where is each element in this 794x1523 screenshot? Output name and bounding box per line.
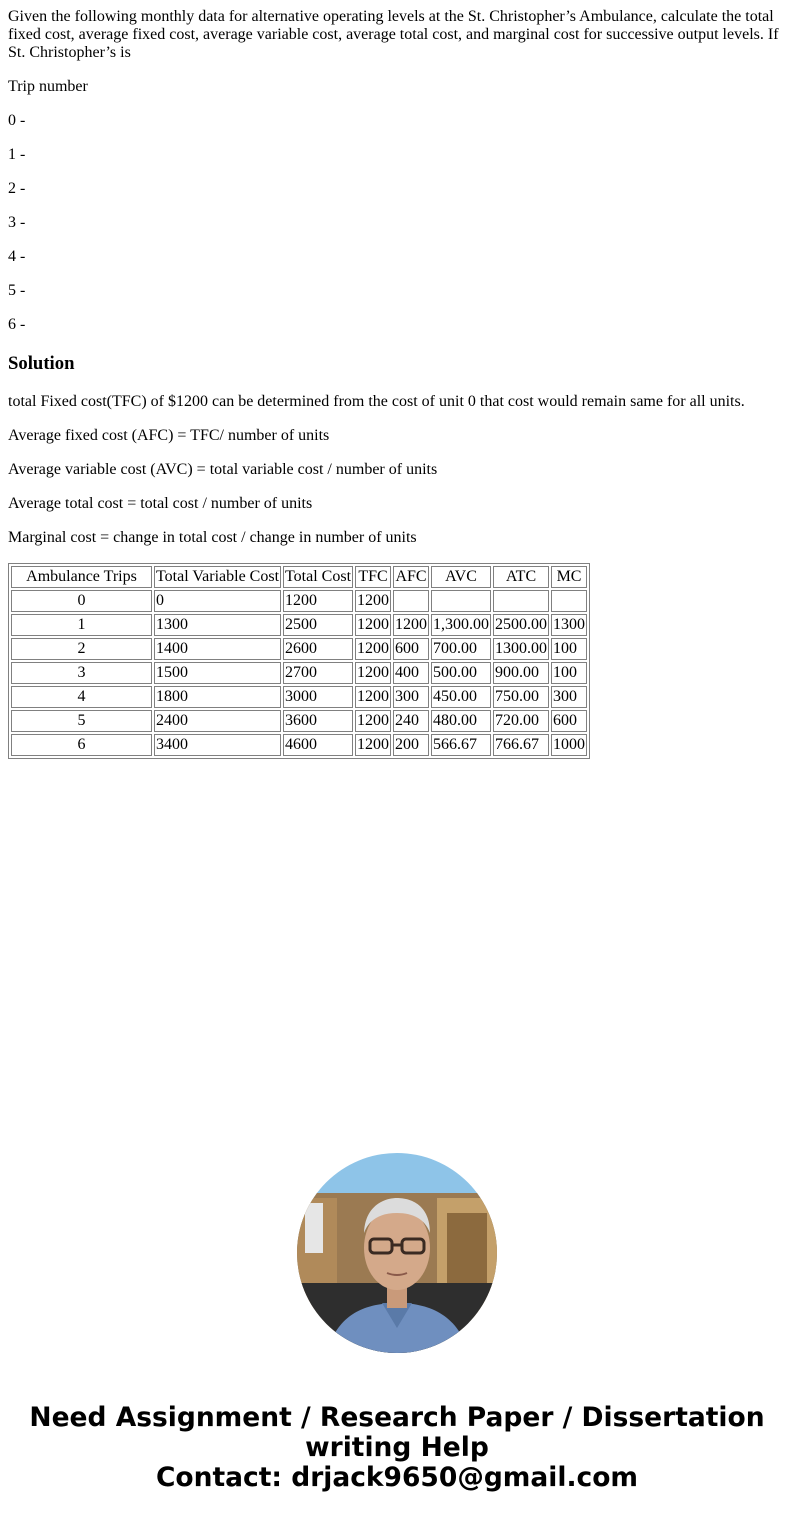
table-cell: 600 xyxy=(551,710,587,732)
table-cell: 2500.00 xyxy=(493,614,549,636)
promo-line-1: Need Assignment / Research Paper / Dissertation xyxy=(29,1402,765,1433)
table-cell: 2700 xyxy=(283,662,353,684)
table-cell: 1,300.00 xyxy=(431,614,491,636)
trip-item: 6 - xyxy=(8,316,26,333)
table-header-cell: MC xyxy=(551,566,587,588)
table-header-cell: Ambulance Trips xyxy=(11,566,152,588)
table-cell: 1200 xyxy=(355,710,391,732)
table-cell: 900.00 xyxy=(493,662,549,684)
trip-item: 0 - xyxy=(8,112,26,129)
table-row xyxy=(11,710,587,732)
table-cell xyxy=(393,590,429,612)
table-cell: 1200 xyxy=(355,662,391,684)
table-cell xyxy=(493,590,549,612)
table-row xyxy=(11,638,587,660)
table-cell: 3600 xyxy=(283,710,353,732)
mc-formula: Marginal cost = change in total cost / change in number of units xyxy=(8,529,417,546)
table-cell: 1300 xyxy=(154,614,281,636)
table-cell: 0 xyxy=(154,590,281,612)
table-cell: 1000 xyxy=(551,734,587,756)
table-cell: 400 xyxy=(393,662,429,684)
table-cell: 500.00 xyxy=(431,662,491,684)
table-cell: 240 xyxy=(393,710,429,732)
table-cell: 2600 xyxy=(283,638,353,660)
author-avatar xyxy=(297,1153,497,1353)
table-cell: 566.67 xyxy=(431,734,491,756)
table-cell: 6 xyxy=(11,734,152,756)
table-cell: 450.00 xyxy=(431,686,491,708)
table-header-cell: ATC xyxy=(493,566,549,588)
document-body xyxy=(8,0,786,753)
table-cell: 750.00 xyxy=(493,686,549,708)
promo-banner xyxy=(0,1403,794,1493)
table-cell: 1300 xyxy=(551,614,587,636)
table-cell: 1200 xyxy=(355,734,391,756)
table-cell: 1200 xyxy=(393,614,429,636)
table-cell xyxy=(431,590,491,612)
promo-line-2: writing Help xyxy=(305,1432,489,1463)
table-cell: 1400 xyxy=(154,638,281,660)
table-cell: 600 xyxy=(393,638,429,660)
table-cell: 2500 xyxy=(283,614,353,636)
table-cell: 100 xyxy=(551,638,587,660)
table-header-cell: AVC xyxy=(431,566,491,588)
avc-formula: Average variable cost (AVC) = total variable cost / number of units xyxy=(8,461,438,478)
table-cell: 4 xyxy=(11,686,152,708)
table-cell: 100 xyxy=(551,662,587,684)
table-cell: 3000 xyxy=(283,686,353,708)
table-cell: 1800 xyxy=(154,686,281,708)
trip-item: 1 - xyxy=(8,146,26,163)
table-row xyxy=(11,614,587,636)
table-cell: 3400 xyxy=(154,734,281,756)
trip-item: 5 - xyxy=(8,282,26,299)
table-cell: 0 xyxy=(11,590,152,612)
table-header-row xyxy=(11,566,587,588)
table-cell: 4600 xyxy=(283,734,353,756)
table-cell: 720.00 xyxy=(493,710,549,732)
table-header-cell: AFC xyxy=(393,566,429,588)
table-cell: 1200 xyxy=(283,590,353,612)
table-row xyxy=(11,686,587,708)
table-cell: 2400 xyxy=(154,710,281,732)
afc-formula: Average fixed cost (AFC) = TFC/ number of units xyxy=(8,427,330,444)
table-header-cell: TFC xyxy=(355,566,391,588)
solution-heading: Solution xyxy=(8,353,75,374)
trip-item: 3 - xyxy=(8,214,26,231)
table-cell: 480.00 xyxy=(431,710,491,732)
table-row xyxy=(11,734,587,756)
table-cell: 3 xyxy=(11,662,152,684)
table-cell: 1300.00 xyxy=(493,638,549,660)
table-cell: 1200 xyxy=(355,614,391,636)
promo-contact: Contact: drjack9650@gmail.com xyxy=(155,1462,639,1493)
author-portrait-icon xyxy=(297,1153,497,1353)
table-cell: 2 xyxy=(11,638,152,660)
table-cell: 1200 xyxy=(355,686,391,708)
table-cell: 1200 xyxy=(355,638,391,660)
table-cell: 5 xyxy=(11,710,152,732)
table-cell: 200 xyxy=(393,734,429,756)
table-cell: 700.00 xyxy=(431,638,491,660)
trip-item: 4 - xyxy=(8,248,26,265)
table-header-cell: Total Cost xyxy=(283,566,353,588)
atc-formula: Average total cost = total cost / number of units xyxy=(8,495,313,512)
table-cell: 1200 xyxy=(355,590,391,612)
table-cell xyxy=(551,590,587,612)
question-text: Given the following monthly data for alternative operating levels at the St. Christopher’s Ambulance, calculate the total fixed cost, average fixed cost, average variable cost, average total cost, and marginal cost for successive output levels. If St. Christopher’s is xyxy=(8,8,779,61)
tfc-explanation: total Fixed cost(TFC) of $1200 can be determined from the cost of unit 0 that cost would remain same for all units. xyxy=(8,393,745,410)
trip-number-label: Trip number xyxy=(8,78,88,95)
cost-table xyxy=(8,563,590,759)
table-cell: 1 xyxy=(11,614,152,636)
table-row xyxy=(11,662,587,684)
table-cell: 300 xyxy=(551,686,587,708)
table-cell: 766.67 xyxy=(493,734,549,756)
table-cell: 1500 xyxy=(154,662,281,684)
table-cell: 300 xyxy=(393,686,429,708)
table-header-cell: Total Variable Cost xyxy=(154,566,281,588)
table-row xyxy=(11,590,587,612)
trip-item: 2 - xyxy=(8,180,26,197)
